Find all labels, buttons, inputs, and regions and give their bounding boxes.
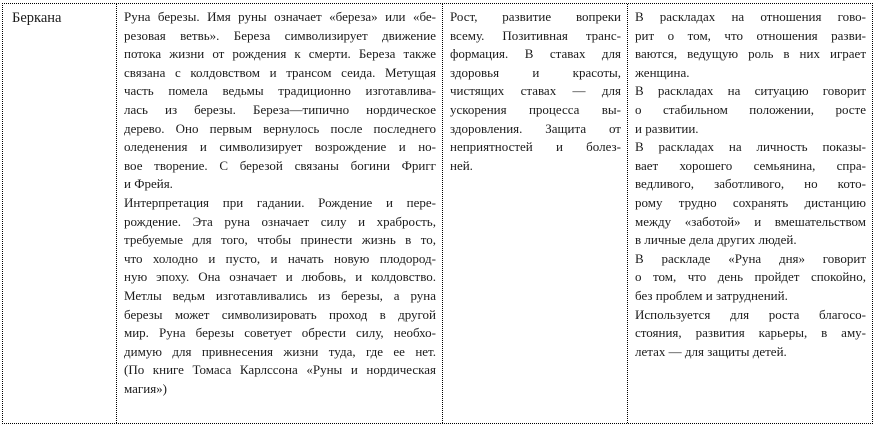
text-line: что холодно и пусто, и начать новую плодород- <box>124 250 436 266</box>
text-line: ней. <box>450 157 473 173</box>
text-line: ную эпоху. Она означает и любовь, и колдовство. <box>124 269 436 285</box>
text-line: связана с колдовством и трансом сеида. Метущая <box>124 64 436 80</box>
text-line: димую для привнесения жизни туда, где ее нет. <box>124 343 436 359</box>
text-line: рит о том, что отношения разви- <box>635 27 866 43</box>
rune-table <box>2 3 873 424</box>
text-line: Используется для роста благосо- <box>635 306 866 322</box>
rune-name-cell <box>3 4 117 423</box>
text-line: В раскладе «Руна дня» говорит <box>635 250 866 266</box>
text-line: здоровья и красоты, <box>450 64 621 80</box>
text-line: В раскладах на ситуацию говорит <box>635 83 866 99</box>
text-line: (По книге Томаса Карлссона «Руны и нордическая <box>124 362 436 378</box>
text-line: о стабильном положении, росте <box>635 101 866 117</box>
text-line: чистящих ставах — для <box>450 83 621 99</box>
text-line: формация. В ставах для <box>450 46 621 62</box>
text-line: рождение. Эта руна означает силу и храбрость, <box>124 213 436 229</box>
text-line: всему. Позитивная транс- <box>450 27 621 43</box>
text-line: В раскладах на отношения гово- <box>635 9 866 24</box>
text-line: Руна березы. Имя руны означает «береза» или «бе- <box>124 9 436 24</box>
text-line: стояния, развития карьеры, в аму- <box>635 325 866 341</box>
text-line: дерево. Оно первым вернулось после последнего <box>124 120 436 136</box>
rune-name: Беркана <box>12 10 62 26</box>
text-line: ведливого, заботливого, но кото- <box>635 176 866 192</box>
text-line: и развитии. <box>635 120 699 136</box>
text-line: магия») <box>124 380 168 396</box>
text-line: в личные дела других людей. <box>635 232 797 248</box>
text-line: о том, что день пройдет спокойно, <box>635 269 866 285</box>
text-line: вает хорошего семьянина, спра- <box>635 157 866 173</box>
text-line: летах — для защиты детей. <box>635 343 787 359</box>
text-line: часть помела ведьмы традиционно изготавлива- <box>124 83 436 99</box>
text-line: березы может символизировать проход в другой <box>124 306 436 322</box>
text-line: рому трудно сохранять дистанцию <box>635 194 866 210</box>
readings-cell <box>628 4 872 423</box>
text-line: и Фрейя. <box>124 176 173 192</box>
text-line: Интерпретация при гадании. Рождение и пере- <box>124 194 436 210</box>
text-line: ускорения процесса вы- <box>450 101 621 117</box>
text-line: без проблем и затруднений. <box>635 287 788 303</box>
text-line: женщина. <box>635 64 690 80</box>
text-line: здоровления. Защита от <box>450 120 621 136</box>
text-line: требуемые для того, чтобы принести жизнь в то, <box>124 232 436 248</box>
magic-use-cell <box>443 4 628 423</box>
text-line: вое творение. С березой связаны богини Фригг <box>124 157 436 173</box>
description-cell <box>117 4 443 423</box>
text-line: между «заботой» и вмешательством <box>635 213 866 229</box>
text-line: мир. Руна березы советует обрести силу, необхо- <box>124 325 436 341</box>
text-line: оледенения и символизирует возрождение и но- <box>124 139 436 155</box>
text-line: ваются, ведущую роль в них играет <box>635 46 866 62</box>
text-line: резовая ветвь». Береза символизирует движение <box>124 27 436 43</box>
text-line: Рост, развитие вопреки <box>450 9 621 24</box>
text-line: неприятностей и болез- <box>450 139 621 155</box>
text-line: В раскладах на личность показы- <box>635 139 866 155</box>
text-line: потока жизни от рождения к смерти. Береза также <box>124 46 436 62</box>
text-line: Метлы ведьм изготавливались из березы, а руна <box>124 287 436 303</box>
text-line: лась из березы. Береза—типично нордическое <box>124 101 436 117</box>
